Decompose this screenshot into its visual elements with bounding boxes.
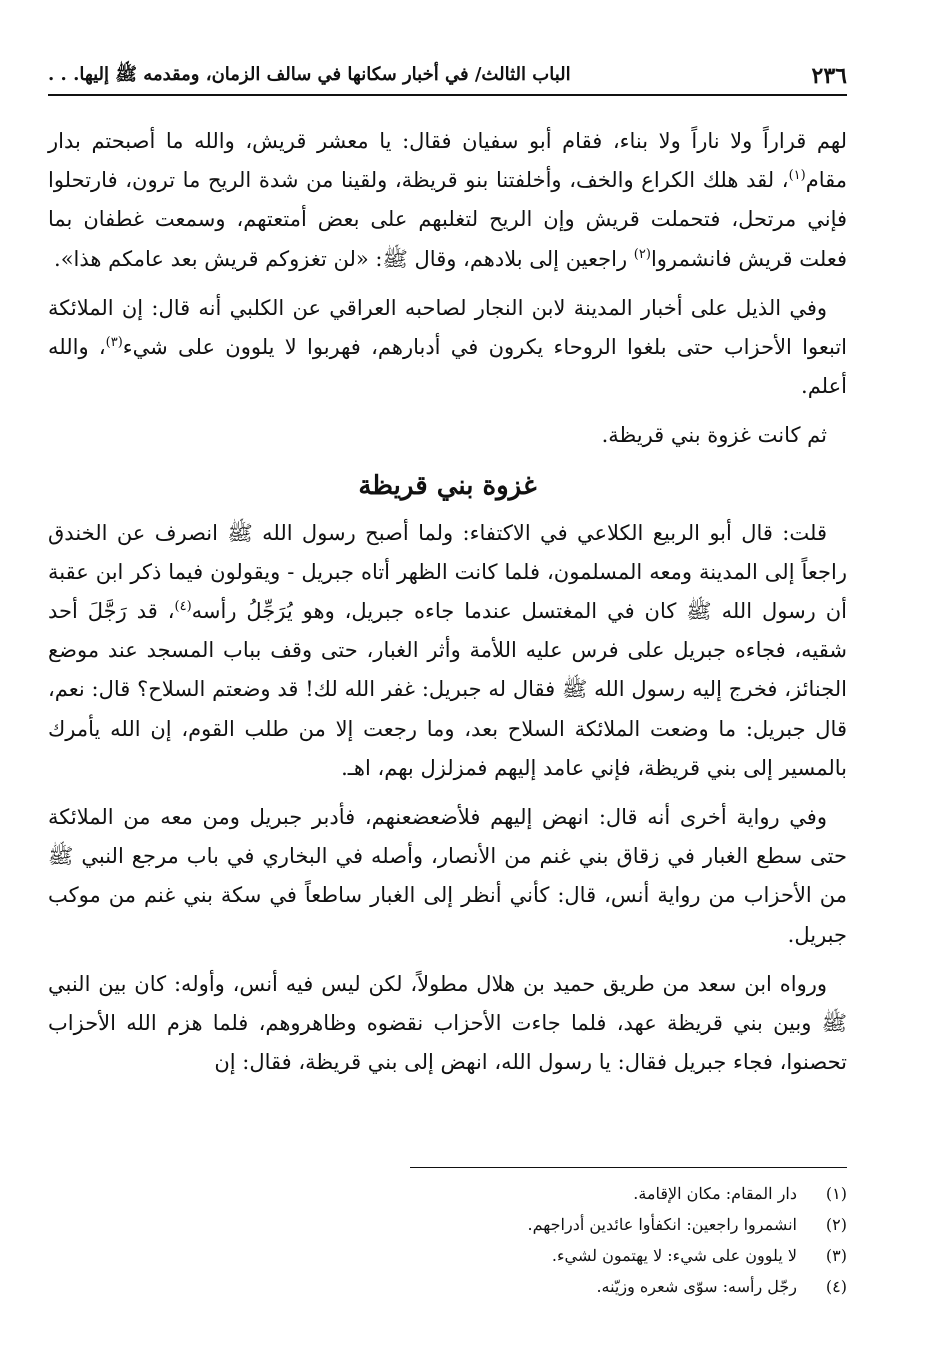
- footnote: [48, 1209, 847, 1240]
- paragraph: [48, 289, 847, 407]
- paragraph-text: لهم قراراً ولا ناراً ولا بناء، فقام أبو سفيان فقال: يا معشر قريش، والله ما أصبحتم بدار مقام: [48, 129, 847, 193]
- paragraph-text: راجعين إلى بلادهم، وقال ﷺ: «لن تغزوكم قريش بعد عامكم هذا».: [54, 246, 634, 271]
- paragraph-text: ، قد رَجَّلَ أحد شقيه، فجاءه جبريل على فرس عليه اللأمة وأثر الغبار، حتى وقف بباب المسجد عند موضع الجنائز، فخرج إليه رسول الله ﷺ فقال له جبريل: غفر الله لك! قد وضعتم السلاح؟ قال: نعم، قال جبريل: ما وضعت الملائكة السلاح بعد، وما رجعت إلا من طلب القوم، إن الله يأمرك بالمسير إلى بني قريظة، فإني عامد إليهم فمزلزل بهم، اهـ.: [48, 599, 847, 780]
- footnote-number: (٤): [825, 1277, 847, 1296]
- footnote: [48, 1271, 847, 1302]
- footnote-number: (٣): [825, 1246, 847, 1265]
- paragraph-text: وفي الذيل على أخبار المدينة لابن النجار لصاحبه العراقي عن الكلبي أنه قال: إن الملائكة اتبعوا الأحزاب حتى بلغوا الروحاء يكرون في أدبارهم، فهربوا لا يلوون على شيء: [48, 295, 847, 360]
- paragraph: ورواه ابن سعد من طريق حميد بن هلال مطولاً، لكن ليس فيه أنس، وأوله: كان بين النبي ﷺ وبين بني قريظة عهد، فلما جاءت الأحزاب نقضوه وظاهروهم، فلما هزم الله الأحزاب تحصنوا، فجاء جبريل فقال: يا رسول الله، انهض إلى بني قريظة، فقال: إن: [48, 971, 847, 1075]
- paragraph-text: قلت: قال أبو الربيع الكلاعي في الاكتفاء: ولما أصبح رسول الله ﷺ انصرف عن الخندق راجعاً إلى المدينة ومعه المسلمون، فلما كانت الظهر أتاه جبريل - ويقولون فيما ذكر ابن عقبة أن رسول الله ﷺ كان في المغتسل عندما جاءه جبريل، وهو يُرَجِّلُ رأسه: [48, 520, 847, 624]
- footnotes: [48, 1178, 847, 1302]
- paragraph: ثم كانت غزوة بني قريظة.: [601, 423, 827, 448]
- footnote-text: رجّل رأسه: سوّى شعره وزيّنه.: [596, 1277, 797, 1296]
- footnote-marker: (٢): [633, 246, 651, 262]
- footnote-text: لا يلوون على شيء: لا يهتمون لشيء.: [551, 1246, 797, 1265]
- paragraph: وفي رواية أخرى أنه قال: انهض إليهم فلأضعضعنهم، فأدبر جبريل ومن معه من الملائكة حتى سطع الغبار في زقاق بني غنم من الأنصار، وأصله في البخاري في باب مرجع النبي ﷺ من الأحزاب من رواية أنس، قال: كأني أنظر إلى الغبار ساطعاً في سكة بني غنم من موكب جبريل.: [48, 805, 847, 947]
- footnote-marker: (٣): [105, 335, 123, 351]
- paragraph-text: ، والله أعلم.: [48, 335, 847, 399]
- section-heading: غزوة بني قريظة: [358, 470, 537, 501]
- footnote-marker: (٤): [174, 599, 192, 615]
- footnote-text: دار المقام: مكان الإقامة.: [633, 1184, 797, 1203]
- footnote-rule: [410, 1167, 847, 1168]
- footnote-text: انشمروا راجعين: انكفأوا عائدين أدراجهم.: [527, 1215, 797, 1234]
- footnote-marker: (١): [788, 168, 806, 184]
- paragraph-text: ، لقد هلك الكراع والخف، وأخلفتنا بنو قريظة، ولقينا من شدة الريح ما ترون، فارتحلوا فإني مرتحل، فتحملت قريش وإن الريح لتغلبهم على بعض أمتعتهم، وسمعت غطفان بما فعلت قريش فانشمروا: [48, 168, 847, 271]
- running-header: [48, 58, 847, 94]
- page-number: ٢٣٦: [811, 63, 847, 89]
- header-rule: [48, 94, 847, 96]
- footnote-number: (٢): [825, 1215, 847, 1234]
- footnote: [48, 1240, 847, 1271]
- footnote-number: (١): [825, 1184, 847, 1203]
- footnote: [48, 1178, 847, 1209]
- chapter-title: الباب الثالث/ في أخبار سكانها في سالف الزمان، ومقدمه ﷺ إليها. . .: [48, 64, 571, 85]
- main-text: [48, 122, 847, 1092]
- paragraph: [48, 122, 847, 279]
- paragraph: [48, 514, 847, 788]
